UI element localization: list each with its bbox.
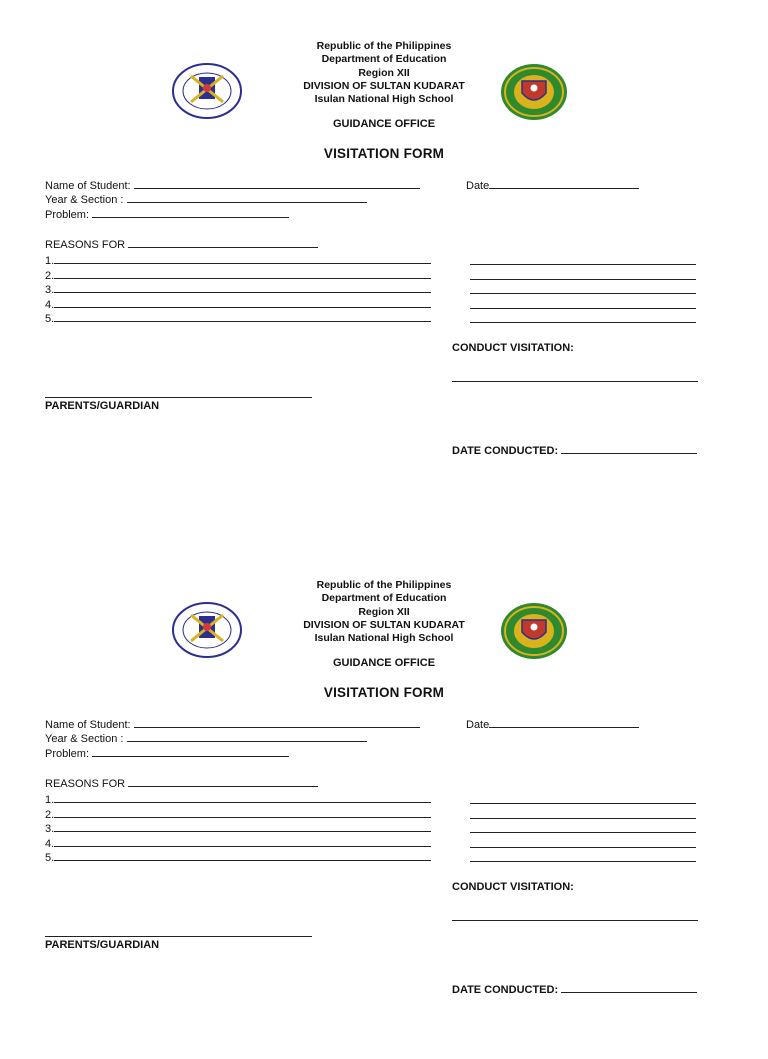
year-section-line[interactable]	[127, 192, 367, 203]
reason-number: 2.	[45, 269, 55, 282]
conduct-visitation-line[interactable]	[452, 381, 698, 382]
date-conducted-field[interactable]	[452, 443, 697, 458]
date-conducted-line[interactable]	[561, 443, 697, 454]
date-label: Date	[466, 719, 490, 731]
reason-right-line[interactable]	[470, 818, 696, 819]
reason-item[interactable]	[45, 836, 431, 851]
reason-right-line[interactable]	[470, 264, 696, 265]
office-title: GUIDANCE OFFICE	[332, 118, 436, 130]
reason-number: 5.	[45, 852, 55, 865]
reason-number: 1.	[45, 255, 55, 267]
reason-line[interactable]	[54, 311, 431, 322]
header-line-3: Region XII	[358, 66, 410, 79]
year-section-line[interactable]	[127, 731, 367, 742]
name-label: Name of Student:	[45, 719, 131, 731]
reason-right-line[interactable]	[470, 803, 696, 804]
parents-signature-line[interactable]	[45, 936, 312, 937]
reason-right-line[interactable]	[470, 279, 696, 280]
name-line[interactable]	[134, 717, 420, 728]
header-line-4: DIVISION OF SULTAN KUDARAT	[303, 79, 465, 92]
header-line-2: Department of Education	[321, 592, 447, 605]
reason-item[interactable]	[45, 807, 431, 822]
deped-seal-logo	[171, 62, 243, 120]
year-section-field[interactable]	[45, 192, 367, 207]
date-field[interactable]	[466, 717, 639, 732]
office-title: GUIDANCE OFFICE	[332, 657, 436, 669]
conduct-visitation-label: CONDUCT VISITATION:	[452, 881, 574, 893]
reason-item[interactable]	[45, 253, 431, 268]
reason-number: 2.	[45, 808, 55, 821]
reason-right-line[interactable]	[470, 861, 696, 862]
reason-line[interactable]	[54, 807, 431, 818]
reason-item[interactable]	[45, 297, 431, 312]
problem-field[interactable]	[45, 207, 289, 222]
reason-item[interactable]	[45, 792, 431, 807]
date-conducted-label: DATE CONDUCTED:	[452, 445, 559, 457]
name-line[interactable]	[134, 178, 420, 189]
reason-line[interactable]	[54, 297, 431, 308]
name-label: Name of Student:	[45, 180, 131, 192]
problem-line[interactable]	[92, 746, 289, 757]
year-section-field[interactable]	[45, 731, 367, 746]
problem-label: Problem:	[45, 748, 90, 760]
header-line-3: Region XII	[358, 605, 410, 618]
reasons-label: REASONS FOR	[45, 778, 126, 790]
reason-number: 5.	[45, 313, 55, 326]
reason-line[interactable]	[54, 253, 431, 264]
parents-guardian-label: PARENTS/GUARDIAN	[45, 400, 160, 412]
reason-line[interactable]	[54, 282, 431, 293]
date-line[interactable]	[489, 178, 639, 189]
problem-label: Problem:	[45, 209, 90, 221]
reason-item[interactable]	[45, 268, 431, 283]
reason-number: 4.	[45, 837, 55, 850]
date-label: Date	[466, 180, 490, 192]
reason-item[interactable]	[45, 821, 431, 836]
date-conducted-line[interactable]	[561, 982, 697, 993]
name-field[interactable]	[45, 717, 420, 732]
reason-number: 3.	[45, 284, 55, 297]
reason-right-line[interactable]	[470, 322, 696, 323]
name-field[interactable]	[45, 178, 420, 193]
header-line-1: Republic of the Philippines	[316, 40, 452, 52]
reasons-label: REASONS FOR	[45, 239, 126, 251]
header-line-5: Isulan National High School	[314, 93, 454, 106]
header-block	[234, 579, 534, 645]
header-line-1: Republic of the Philippines	[316, 579, 452, 591]
year-section-label: Year & Section :	[45, 194, 124, 206]
conduct-visitation-label: CONDUCT VISITATION:	[452, 342, 574, 354]
reason-number: 3.	[45, 823, 55, 836]
header-line-5: Isulan National High School	[314, 632, 454, 645]
reason-line[interactable]	[54, 836, 431, 847]
reasons-field[interactable]	[45, 237, 318, 252]
form-title: VISITATION FORM	[323, 146, 445, 161]
visitation-form	[0, 0, 768, 520]
date-conducted-label: DATE CONDUCTED:	[452, 984, 559, 996]
reason-number: 1.	[45, 794, 55, 806]
reason-item[interactable]	[45, 282, 431, 297]
reason-item[interactable]	[45, 311, 431, 326]
header-line-2: Department of Education	[321, 53, 447, 66]
reason-item[interactable]	[45, 850, 431, 865]
reason-number: 4.	[45, 298, 55, 311]
conduct-visitation-line[interactable]	[452, 920, 698, 921]
reasons-line[interactable]	[128, 776, 318, 787]
reason-line[interactable]	[54, 850, 431, 861]
reason-right-line[interactable]	[470, 308, 696, 309]
year-section-label: Year & Section :	[45, 733, 124, 745]
problem-field[interactable]	[45, 746, 289, 761]
form-title: VISITATION FORM	[323, 685, 445, 700]
visitation-form	[0, 539, 768, 1059]
parents-guardian-label: PARENTS/GUARDIAN	[45, 939, 160, 951]
date-line[interactable]	[489, 717, 639, 728]
date-conducted-field[interactable]	[452, 982, 697, 997]
problem-line[interactable]	[92, 207, 289, 218]
date-field[interactable]	[466, 178, 639, 193]
reasons-field[interactable]	[45, 776, 318, 791]
header-block	[234, 40, 534, 106]
parents-signature-line[interactable]	[45, 397, 312, 398]
reason-line[interactable]	[54, 821, 431, 832]
reason-line[interactable]	[54, 268, 431, 279]
header-line-4: DIVISION OF SULTAN KUDARAT	[303, 618, 465, 631]
reason-line[interactable]	[54, 792, 431, 803]
reason-right-line[interactable]	[470, 832, 696, 833]
reasons-line[interactable]	[128, 237, 318, 248]
deped-seal-logo	[171, 601, 243, 659]
reason-right-line[interactable]	[470, 293, 696, 294]
reason-right-line[interactable]	[470, 847, 696, 848]
